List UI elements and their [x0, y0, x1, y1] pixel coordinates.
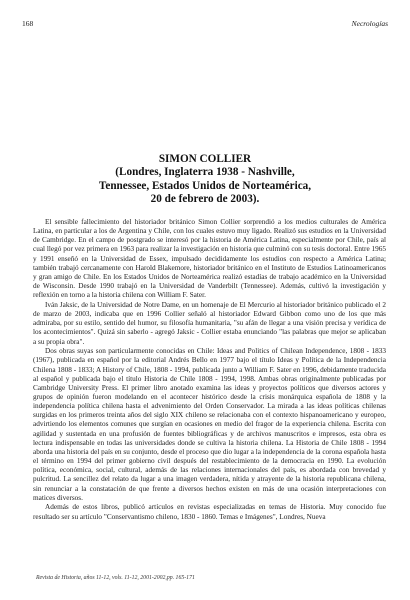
paragraph: Iván Jaksic, de la Universidad de Notre Dame, en un homenaje de El Mercurio al historiador británico publicado el 2 de marzo de 2003, indicaba que en 1996 Collier señaló al historiador Edward Gibbon como uno de los que más admiraba, por su estilo, sentido del humor, su filosofía humanitaria, "su afán de llegar a una visión precisa y verídica de los acontecimientos". Quizá sin saberlo - agregó Jaksic - Collier estaba enunciando "las palabras que mejor se aplicaban a su propia obra". — [33, 300, 386, 346]
title-name: SIMON COLLIER — [158, 153, 252, 165]
journal-citation: Revista de Historia, años 11-12, vols. 11-12, 2001-2002,pp. 165-171 — [36, 575, 195, 581]
running-head: Necrologías — [351, 19, 388, 28]
title-birth-death-line-2: Tennessee, Estados Unidos de Norteamérica, — [98, 179, 312, 192]
page-number: 168 — [22, 19, 34, 28]
paragraph: Dos obras suyas son particularmente conocidas en Chile: Ideas and Politics of Chilean Independence, 1808 - 1833 (1967), publicada en español por la editorial Andrés Bello en 1977 bajo el título Ideas y Política de la Independencia Chilena 1808 - 1833; A History of Chile, 1808 - 1994, publicada junto a William F. Sater en 1996, debidamente traducida al español y publicada bajo el título Historia de Chile 1808 - 1994, 1998. Ambas obras originalmente publicadas por Cambridge University Press. El primer libro anotado examina las ideas y proyectos políticos que diversos actores y grupos de opinión fueron modelando en el acontecer histórico desde la crisis monárquica española de 1808 y la independencia política chilena hasta el advenimiento del Orden Conservador. La mirada a las ideas políticas chilenas surgidas en los primeros treinta años del siglo XIX chileno se relacionaba con el contexto hispanoamericano y europeo, advirtiendo los elementos comunes que surgían en ocasiones en medio del fragor de la experiencia chilena. Escrita con agilidad y sustentada en una profusión de fuentes bibliográficas y de archivos manuscritos e impresos, esta obra es lectura indispensable en todas las universidades donde se cultiva la historia chilena. La Historia de Chile 1808 - 1994 aborda una historia del país en su conjunto, desde el proceso que dio lugar a la independencia de la corona española hasta el término en 1994 del primer gobierno civil después del restablecimiento de la democracia en 1990. La evolución política, económica, social, cultural, además de las relaciones internacionales del país, es abordada con brevedad y pulcritud. La sencillez del relato da lugar a una imagen verdadera, nítida y atrayente de la historia republicana chilena, sin renunciar a la constatación de que frente a diversos hechos existen en más de una ocasión interpretaciones con matices diversos. — [33, 347, 386, 502]
title-death-date: 20 de febrero de 2003). — [150, 193, 260, 206]
paragraph: El sensible fallecimiento del historiador británico Simon Collier sorprendió a los medios culturales de América Latina, en particular a los de Argentina y Chile, con los cuales estuvo muy ligado. Realizó sus estudios en la Universidad de Cambridge. En el campo de postgrado se interesó por la historia de América Latina, especialmente por Chile, país al cual llegó por vez primera en 1963 para realizar la investigación en historia que culminó con su tesis doctoral. Entre 1965 y 1991 enseñó en la Universidad de Essex, impulsado decididamente los estudios con respecto a América Latina; también trabajó cercanamente con Harold Blakemore, historiador británico en el Instituto de Estudios Latinoamericanos y gran amigo de Chile. En los Estados Unidos de Norteamérica realizó estadías de trabajo académico en la Universidad de Wisconsin. Desde 1990 trabajó en la Universidad de Vanderbilt (Tennessee). Además, cultivó la investigación y reflexión en torno a la historia chilena con William F. Sater. — [33, 218, 386, 300]
title-birth-death-line-1: (Londres, Inglaterra 1938 - Nashville, — [115, 166, 295, 179]
paragraph: Además de estos libros, publicó artículos en revistas especializadas en temas de Historia. Muy conocido fue resultado ser su artículo "Conservantismo chileno, 1830 - 1860. Temas e Imágenes", Londres, Nueva — [33, 503, 386, 521]
article-body — [33, 218, 386, 522]
page-header — [22, 18, 388, 30]
obituary-title — [40, 153, 370, 207]
